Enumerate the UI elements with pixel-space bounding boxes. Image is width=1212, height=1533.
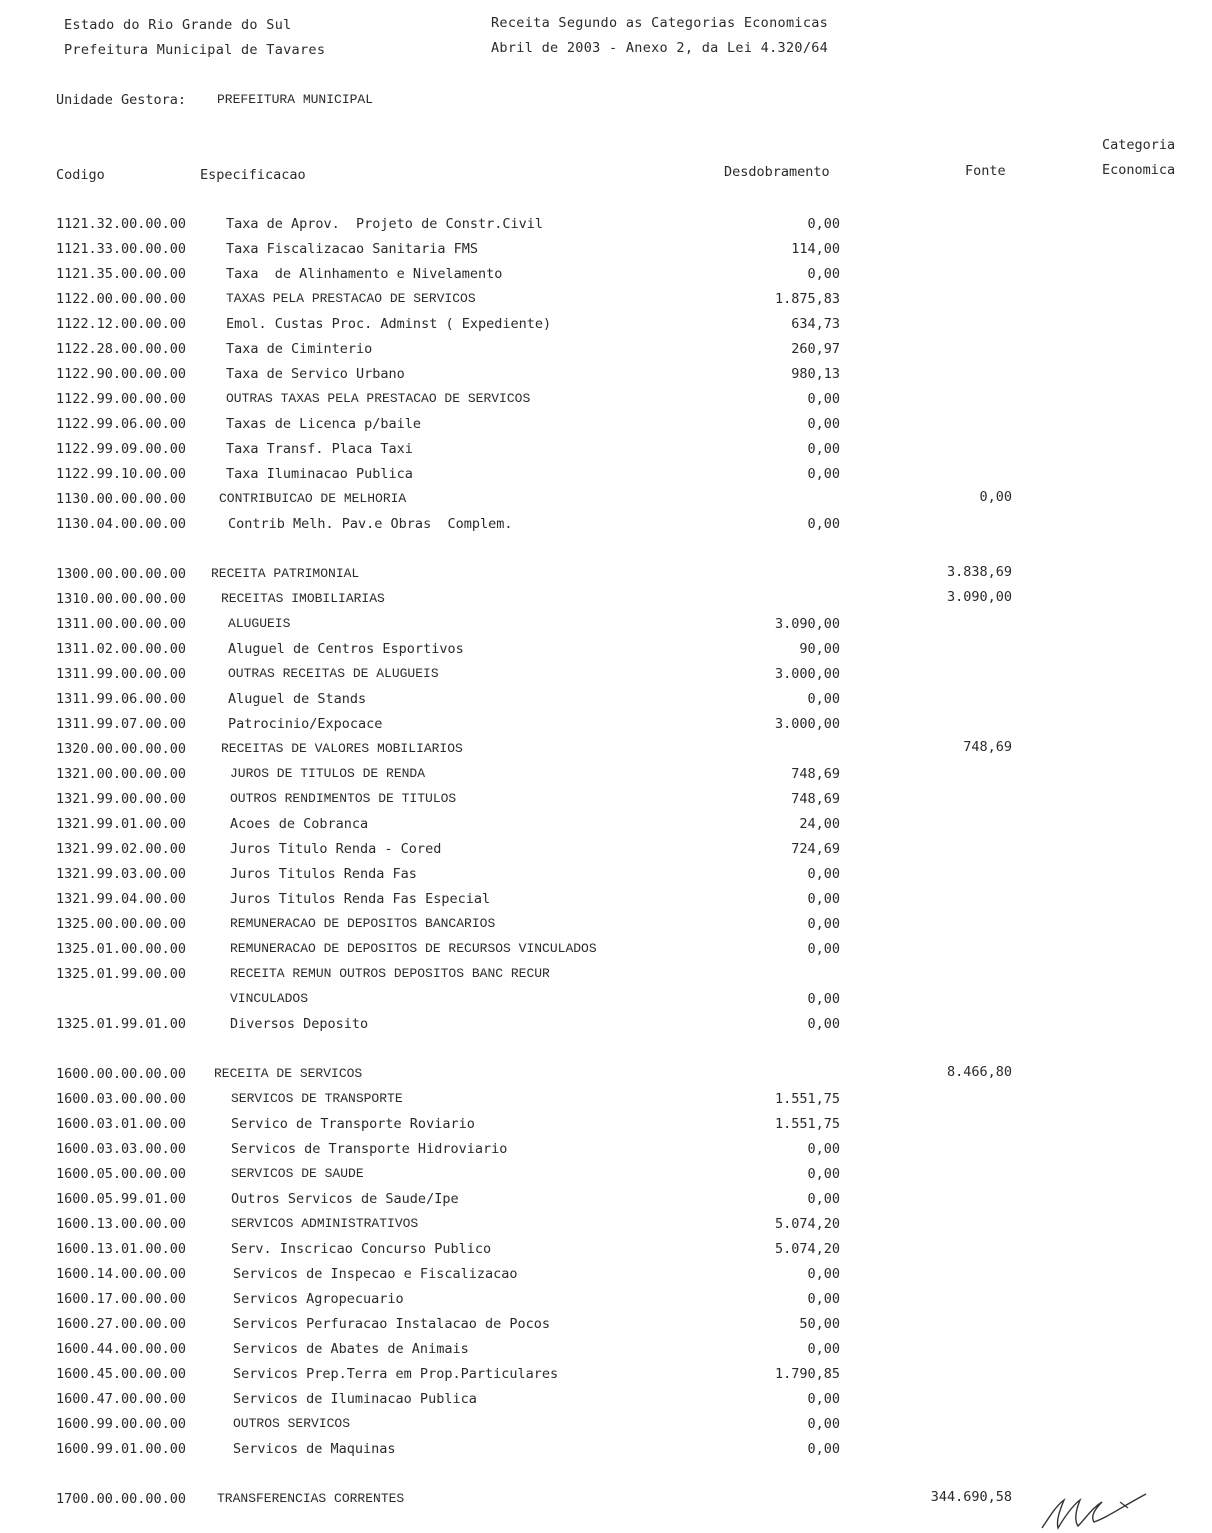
column-header-fonte: Fonte bbox=[965, 163, 1006, 179]
row-code: 1321.99.04.00.00 bbox=[56, 891, 187, 907]
row-desdobramento: 0,00 bbox=[807, 416, 840, 432]
row-specification: Juros Titulos Renda Fas bbox=[230, 866, 417, 882]
row-specification: Servicos de Abates de Animais bbox=[233, 1341, 469, 1357]
row-desdobramento: 0,00 bbox=[807, 691, 840, 707]
table-row bbox=[0, 1141, 1212, 1166]
row-specification: Servicos de Transporte Hidroviario bbox=[231, 1141, 508, 1157]
row-specification: Servico de Transporte Roviario bbox=[231, 1116, 475, 1132]
row-specification: Servicos de Maquinas bbox=[233, 1441, 396, 1457]
row-code: 1600.05.00.00.00 bbox=[56, 1166, 187, 1182]
row-specification: Emol. Custas Proc. Adminst ( Expediente) bbox=[226, 316, 552, 332]
row-code: 1700.00.00.00.00 bbox=[56, 1491, 187, 1507]
row-code: 1130.04.00.00.00 bbox=[56, 516, 187, 532]
table-row bbox=[0, 316, 1212, 341]
table-row bbox=[0, 1416, 1212, 1441]
row-desdobramento: 0,00 bbox=[807, 991, 840, 1007]
row-specification: Outros Servicos de Saude/Ipe bbox=[231, 1191, 459, 1207]
row-desdobramento: 1.551,75 bbox=[774, 1091, 840, 1107]
row-code: 1321.99.03.00.00 bbox=[56, 866, 187, 882]
row-specification: RECEITA PATRIMONIAL bbox=[211, 566, 360, 581]
row-desdobramento: 0,00 bbox=[807, 1341, 840, 1357]
municipality-name: Prefeitura Municipal de Tavares bbox=[64, 42, 326, 58]
unit-value: PREFEITURA MUNICIPAL bbox=[217, 92, 374, 107]
row-fonte: 8.466,80 bbox=[946, 1064, 1012, 1080]
table-row bbox=[0, 1016, 1212, 1041]
row-specification: Taxas de Licenca p/baile bbox=[226, 416, 422, 432]
row-fonte: 0,00 bbox=[979, 489, 1012, 505]
table-row bbox=[0, 241, 1212, 266]
row-desdobramento: 980,13 bbox=[791, 366, 840, 382]
row-desdobramento: 0,00 bbox=[807, 1166, 840, 1182]
table-row bbox=[0, 391, 1212, 416]
row-specification: Taxa Fiscalizacao Sanitaria FMS bbox=[226, 241, 478, 257]
row-desdobramento: 114,00 bbox=[791, 241, 840, 257]
row-desdobramento: 0,00 bbox=[807, 1141, 840, 1157]
table-row bbox=[0, 1066, 1212, 1091]
row-specification: RECEITA REMUN OUTROS DEPOSITOS BANC RECUR bbox=[230, 966, 550, 981]
table-row bbox=[0, 216, 1212, 241]
table-row bbox=[0, 941, 1212, 966]
row-code: 1122.90.00.00.00 bbox=[56, 366, 187, 382]
row-desdobramento: 724,69 bbox=[791, 841, 840, 857]
row-code: 1122.28.00.00.00 bbox=[56, 341, 187, 357]
row-code: 1600.47.00.00.00 bbox=[56, 1391, 187, 1407]
table-row bbox=[0, 716, 1212, 741]
row-desdobramento: 0,00 bbox=[807, 1441, 840, 1457]
row-code: 1600.05.99.01.00 bbox=[56, 1191, 187, 1207]
table-row bbox=[0, 1441, 1212, 1466]
table-row bbox=[0, 866, 1212, 891]
table-row bbox=[0, 766, 1212, 791]
row-desdobramento: 0,00 bbox=[807, 391, 840, 407]
table-row bbox=[0, 791, 1212, 816]
row-specification: RECEITAS IMOBILIARIAS bbox=[221, 591, 385, 606]
unit-label: Unidade Gestora: bbox=[56, 92, 187, 108]
table-row bbox=[0, 1266, 1212, 1291]
row-specification: OUTRAS TAXAS PELA PRESTACAO DE SERVICOS bbox=[226, 391, 531, 406]
row-code: 1320.00.00.00.00 bbox=[56, 741, 187, 757]
table-row bbox=[0, 1116, 1212, 1141]
table-row bbox=[0, 616, 1212, 641]
row-specification: REMUNERACAO DE DEPOSITOS DE RECURSOS VINCULADOS bbox=[230, 941, 597, 956]
table-row bbox=[0, 341, 1212, 366]
row-specification: OUTROS RENDIMENTOS DE TITULOS bbox=[230, 791, 457, 806]
row-specification: Servicos Perfuracao Instalacao de Pocos bbox=[233, 1316, 550, 1332]
table-row bbox=[0, 891, 1212, 916]
row-desdobramento: 24,00 bbox=[799, 816, 840, 832]
table-row bbox=[0, 566, 1212, 591]
row-desdobramento: 0,00 bbox=[807, 516, 840, 532]
row-specification: SERVICOS ADMINISTRATIVOS bbox=[231, 1216, 419, 1231]
row-desdobramento: 1.551,75 bbox=[774, 1116, 840, 1132]
row-code: 1600.99.00.00.00 bbox=[56, 1416, 187, 1432]
row-specification: Servicos Prep.Terra em Prop.Particulares bbox=[233, 1366, 559, 1382]
row-specification: Servicos de Inspecao e Fiscalizacao bbox=[233, 1266, 518, 1282]
row-specification: JUROS DE TITULOS DE RENDA bbox=[230, 766, 426, 781]
row-specification: Aluguel de Stands bbox=[228, 691, 367, 707]
row-desdobramento: 5.074,20 bbox=[774, 1216, 840, 1232]
row-specification: Serv. Inscricao Concurso Publico bbox=[231, 1241, 492, 1257]
column-header-categoria: Categoria bbox=[1102, 137, 1176, 153]
row-desdobramento: 260,97 bbox=[791, 341, 840, 357]
row-fonte: 748,69 bbox=[963, 739, 1012, 755]
table-row bbox=[0, 291, 1212, 316]
row-desdobramento: 0,00 bbox=[807, 1266, 840, 1282]
row-specification: Taxa Iluminacao Publica bbox=[226, 466, 413, 482]
row-code: 1600.03.00.00.00 bbox=[56, 1091, 187, 1107]
table-row bbox=[0, 366, 1212, 391]
row-desdobramento: 50,00 bbox=[799, 1316, 840, 1332]
row-specification: Aluguel de Centros Esportivos bbox=[228, 641, 464, 657]
row-desdobramento: 0,00 bbox=[807, 266, 840, 282]
row-code: 1600.44.00.00.00 bbox=[56, 1341, 187, 1357]
column-header-economica: Economica bbox=[1102, 162, 1176, 178]
row-code: 1600.13.00.00.00 bbox=[56, 1216, 187, 1232]
table-row bbox=[0, 1091, 1212, 1116]
row-desdobramento: 0,00 bbox=[807, 941, 840, 957]
row-specification: Servicos Agropecuario bbox=[233, 1291, 404, 1307]
row-code: 1122.00.00.00.00 bbox=[56, 291, 187, 307]
row-desdobramento: 1.790,85 bbox=[774, 1366, 840, 1382]
row-specification: Taxa de Aprov. Projeto de Constr.Civil bbox=[226, 216, 543, 232]
row-specification: TRANSFERENCIAS CORRENTES bbox=[217, 1491, 405, 1506]
row-code: 1321.99.00.00.00 bbox=[56, 791, 187, 807]
table-row bbox=[0, 441, 1212, 466]
row-code: 1122.12.00.00.00 bbox=[56, 316, 187, 332]
row-code: 1600.17.00.00.00 bbox=[56, 1291, 187, 1307]
row-code: 1122.99.06.00.00 bbox=[56, 416, 187, 432]
row-desdobramento: 748,69 bbox=[791, 791, 840, 807]
row-code: 1325.01.99.00.00 bbox=[56, 966, 187, 982]
row-code: 1600.03.01.00.00 bbox=[56, 1116, 187, 1132]
row-code: 1122.99.10.00.00 bbox=[56, 466, 187, 482]
column-header-codigo: Codigo bbox=[56, 167, 105, 183]
row-specification: Taxa de Servico Urbano bbox=[226, 366, 405, 382]
table-row bbox=[0, 266, 1212, 291]
row-specification: ALUGUEIS bbox=[228, 616, 291, 631]
row-code: 1321.00.00.00.00 bbox=[56, 766, 187, 782]
report-period: Abril de 2003 - Anexo 2, da Lei 4.320/64 bbox=[491, 40, 829, 56]
row-code: 1325.01.99.01.00 bbox=[56, 1016, 187, 1032]
row-code: 1321.99.02.00.00 bbox=[56, 841, 187, 857]
row-code: 1325.00.00.00.00 bbox=[56, 916, 187, 932]
row-desdobramento: 0,00 bbox=[807, 466, 840, 482]
row-desdobramento: 3.000,00 bbox=[774, 666, 840, 682]
row-desdobramento: 3.090,00 bbox=[774, 616, 840, 632]
row-code: 1122.99.09.00.00 bbox=[56, 441, 187, 457]
table-row bbox=[0, 1291, 1212, 1316]
table-row bbox=[0, 841, 1212, 866]
row-code: 1130.00.00.00.00 bbox=[56, 491, 187, 507]
table-row bbox=[0, 1341, 1212, 1366]
row-desdobramento: 748,69 bbox=[791, 766, 840, 782]
row-code: 1121.33.00.00.00 bbox=[56, 241, 187, 257]
row-specification: OUTRAS RECEITAS DE ALUGUEIS bbox=[228, 666, 439, 681]
row-code: 1311.99.06.00.00 bbox=[56, 691, 187, 707]
row-specification: OUTROS SERVICOS bbox=[233, 1416, 351, 1431]
row-desdobramento: 5.074,20 bbox=[774, 1241, 840, 1257]
row-desdobramento: 0,00 bbox=[807, 1016, 840, 1032]
table-row bbox=[0, 991, 1212, 1016]
row-desdobramento: 90,00 bbox=[799, 641, 840, 657]
table-row bbox=[0, 466, 1212, 491]
row-code: 1600.27.00.00.00 bbox=[56, 1316, 187, 1332]
row-code: 1600.99.01.00.00 bbox=[56, 1441, 187, 1457]
row-fonte: 3.090,00 bbox=[946, 589, 1012, 605]
row-desdobramento: 1.875,83 bbox=[774, 291, 840, 307]
row-code: 1325.01.00.00.00 bbox=[56, 941, 187, 957]
table-row bbox=[0, 1491, 1212, 1516]
row-code: 1600.00.00.00.00 bbox=[56, 1066, 187, 1082]
row-specification: CONTRIBUICAO DE MELHORIA bbox=[219, 491, 407, 506]
column-header-desdobramento: Desdobramento bbox=[724, 164, 830, 180]
row-desdobramento: 0,00 bbox=[807, 866, 840, 882]
row-desdobramento: 0,00 bbox=[807, 441, 840, 457]
table-row bbox=[0, 416, 1212, 441]
table-row bbox=[0, 666, 1212, 691]
table-row bbox=[0, 491, 1212, 516]
row-desdobramento: 0,00 bbox=[807, 1291, 840, 1307]
row-fonte: 3.838,69 bbox=[946, 564, 1012, 580]
row-specification: Juros Titulo Renda - Cored bbox=[230, 841, 442, 857]
row-desdobramento: 0,00 bbox=[807, 916, 840, 932]
table-row bbox=[0, 1366, 1212, 1391]
row-code: 1321.99.01.00.00 bbox=[56, 816, 187, 832]
row-code: 1311.99.07.00.00 bbox=[56, 716, 187, 732]
row-code: 1600.03.03.00.00 bbox=[56, 1141, 187, 1157]
column-header-especificacao: Especificacao bbox=[200, 167, 306, 183]
table-row bbox=[0, 966, 1212, 991]
table-row bbox=[0, 516, 1212, 541]
row-desdobramento: 0,00 bbox=[807, 891, 840, 907]
row-code: 1300.00.00.00.00 bbox=[56, 566, 187, 582]
table-row bbox=[0, 1216, 1212, 1241]
row-code: 1121.35.00.00.00 bbox=[56, 266, 187, 282]
table-row bbox=[0, 1191, 1212, 1216]
row-code: 1121.32.00.00.00 bbox=[56, 216, 187, 232]
row-fonte: 344.690,58 bbox=[930, 1489, 1012, 1505]
row-specification: REMUNERACAO DE DEPOSITOS BANCARIOS bbox=[230, 916, 496, 931]
row-specification: Diversos Deposito bbox=[230, 1016, 369, 1032]
row-specification: Juros Titulos Renda Fas Especial bbox=[230, 891, 491, 907]
row-code: 1600.13.01.00.00 bbox=[56, 1241, 187, 1257]
table-row bbox=[0, 591, 1212, 616]
row-specification: Servicos de Iluminacao Publica bbox=[233, 1391, 477, 1407]
row-code: 1310.00.00.00.00 bbox=[56, 591, 187, 607]
row-specification: Acoes de Cobranca bbox=[230, 816, 369, 832]
row-code: 1600.45.00.00.00 bbox=[56, 1366, 187, 1382]
row-specification: SERVICOS DE TRANSPORTE bbox=[231, 1091, 403, 1106]
row-specification: Taxa de Alinhamento e Nivelamento bbox=[226, 266, 503, 282]
row-desdobramento: 0,00 bbox=[807, 216, 840, 232]
table-row bbox=[0, 1316, 1212, 1341]
row-desdobramento: 0,00 bbox=[807, 1416, 840, 1432]
table-row bbox=[0, 816, 1212, 841]
table-row bbox=[0, 1391, 1212, 1416]
table-row bbox=[0, 641, 1212, 666]
row-desdobramento: 0,00 bbox=[807, 1191, 840, 1207]
report-title: Receita Segundo as Categorias Economicas bbox=[491, 15, 829, 31]
row-code: 1311.00.00.00.00 bbox=[56, 616, 187, 632]
table-row bbox=[0, 1241, 1212, 1266]
table-row bbox=[0, 1166, 1212, 1191]
row-desdobramento: 634,73 bbox=[791, 316, 840, 332]
row-specification: Patrocinio/Expocace bbox=[228, 716, 383, 732]
row-desdobramento: 0,00 bbox=[807, 1391, 840, 1407]
row-code: 1311.99.00.00.00 bbox=[56, 666, 187, 682]
state-name: Estado do Rio Grande do Sul bbox=[64, 17, 292, 33]
row-desdobramento: 3.000,00 bbox=[774, 716, 840, 732]
row-code: 1600.14.00.00.00 bbox=[56, 1266, 187, 1282]
row-specification: Taxa de Ciminterio bbox=[226, 341, 373, 357]
row-specification: RECEITA DE SERVICOS bbox=[214, 1066, 363, 1081]
row-code: 1122.99.00.00.00 bbox=[56, 391, 187, 407]
row-code: 1311.02.00.00.00 bbox=[56, 641, 187, 657]
row-specification: RECEITAS DE VALORES MOBILIARIOS bbox=[221, 741, 463, 756]
table-row bbox=[0, 741, 1212, 766]
row-specification: VINCULADOS bbox=[230, 991, 309, 1006]
row-specification: TAXAS PELA PRESTACAO DE SERVICOS bbox=[226, 291, 476, 306]
table-row bbox=[0, 691, 1212, 716]
table-row bbox=[0, 916, 1212, 941]
handwritten-signature-icon bbox=[1036, 1488, 1154, 1533]
row-specification: Taxa Transf. Placa Taxi bbox=[226, 441, 413, 457]
row-specification: SERVICOS DE SAUDE bbox=[231, 1166, 364, 1181]
row-specification: Contrib Melh. Pav.e Obras Complem. bbox=[228, 516, 513, 532]
